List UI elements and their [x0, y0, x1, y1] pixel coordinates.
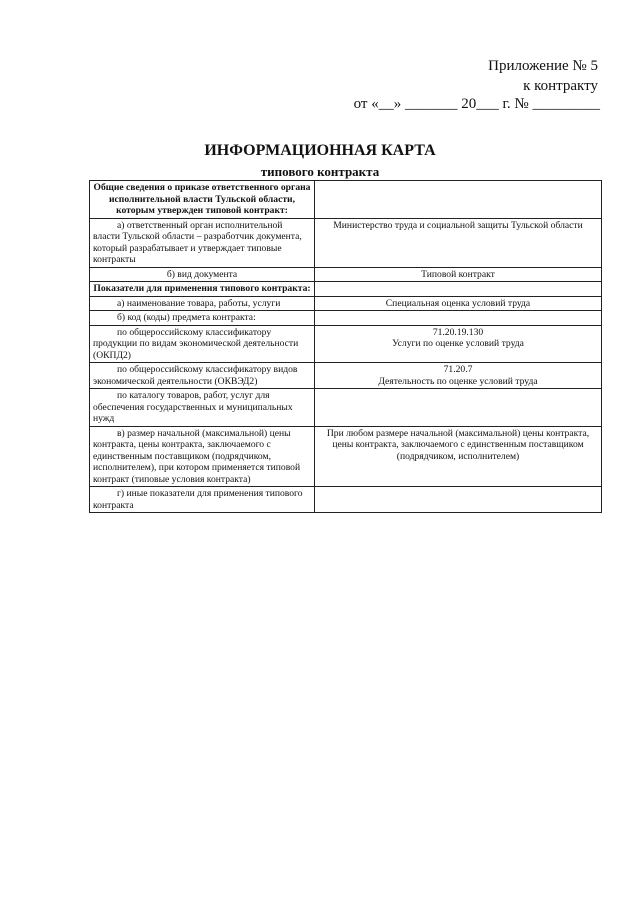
- table-row: [90, 282, 602, 297]
- row-value: Специальная оценка условий труда: [315, 296, 602, 311]
- table-row: [90, 426, 602, 487]
- row-label: б) вид документа: [90, 267, 315, 282]
- table-row: [90, 218, 602, 267]
- table-row: [90, 363, 602, 389]
- row-value: [315, 487, 602, 513]
- row-label: в) размер начальной (максимальной) цены контракта, цены контракта, заключаемого с единственным поставщиком (подрядчиком, исполнителем), при котором применяется типовой контракт (типовые условия контракта): [90, 426, 315, 487]
- contract-date-line: от «__» _______ 20___ г. № _________: [353, 96, 600, 112]
- row-value: При любом размере начальной (максимальной) цены контракта, цены контракта, заключаемого с единственным поставщиком (подрядчиком, исполнителем): [315, 426, 602, 487]
- okpd2-description: Услуги по оценке условий труда: [392, 338, 524, 349]
- row-label: по каталогу товаров, работ, услуг для обеспечения государственных и муниципальных нужд: [90, 389, 315, 427]
- row-value: [315, 389, 602, 427]
- row-value: [315, 282, 602, 297]
- document-subtitle: типового контракта: [260, 164, 380, 179]
- table-row: [90, 267, 602, 282]
- document-title: ИНФОРМАЦИОННАЯ КАРТА: [204, 142, 436, 159]
- table-row: [90, 325, 602, 363]
- row-label: б) код (коды) предмета контракта:: [90, 311, 315, 326]
- row-value: [315, 181, 602, 219]
- row-value: [315, 363, 602, 389]
- row-label: Общие сведения о приказе ответственного органа исполнительной власти Тульской области, которым утвержден типовой контракт:: [90, 181, 315, 219]
- row-label: по общероссийскому классификатору продукции по видам экономической деятельности (ОКПД2): [90, 325, 315, 363]
- row-label: а) ответственный орган исполнительной власти Тульской области – разработчик документа, который разрабатывает и утверждает типовые контракты: [90, 218, 315, 267]
- row-value: [315, 325, 602, 363]
- okved2-code: 71.20.7: [443, 364, 473, 375]
- table-row: [90, 487, 602, 513]
- table-row: [90, 311, 602, 326]
- row-label: г) иные показатели для применения типового контракта: [90, 487, 315, 513]
- okpd2-code: 71.20.19.130: [432, 326, 484, 338]
- info-card-table: [89, 180, 602, 513]
- table-row: [90, 296, 602, 311]
- row-value: Министерство труда и социальной защиты Тульской области: [315, 218, 602, 267]
- appendix-contract-ref: к контракту: [523, 78, 598, 94]
- table-row: [90, 181, 602, 219]
- row-value: Типовой контракт: [315, 267, 602, 282]
- row-label: а) наименование товара, работы, услуги: [90, 296, 315, 311]
- okved2-description: Деятельность по оценке условий труда: [378, 375, 538, 387]
- row-label: по общероссийскому классификатору видов экономической деятельности (ОКВЭД2): [90, 363, 315, 389]
- table-row: [90, 389, 602, 427]
- row-value: [315, 311, 602, 326]
- appendix-number: Приложение № 5: [488, 58, 598, 74]
- row-label: Показатели для применения типового контракта:: [90, 282, 315, 297]
